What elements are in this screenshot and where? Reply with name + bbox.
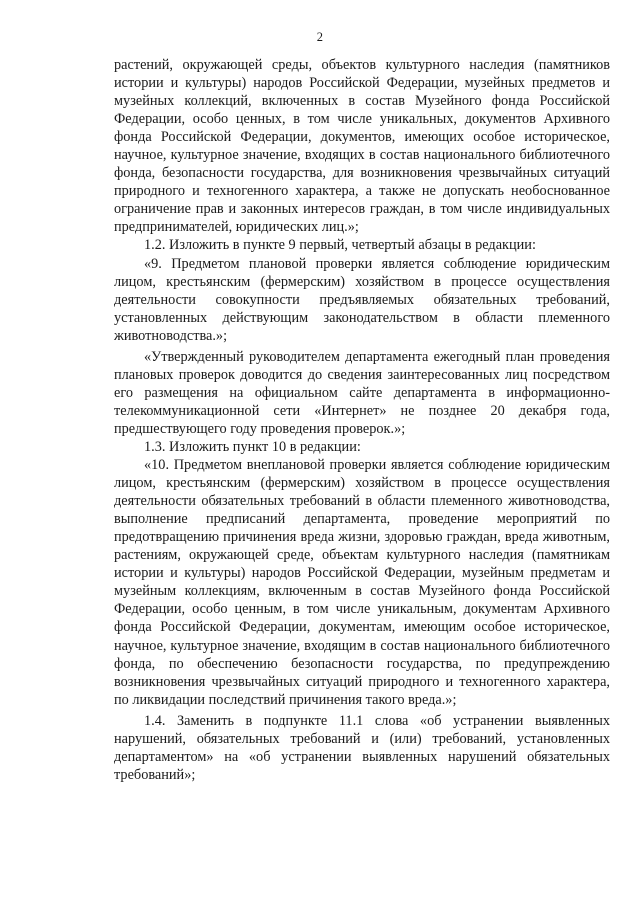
paragraph-item-1-3: 1.3. Изложить пункт 10 в редакции:	[144, 438, 361, 455]
paragraph-item-1-2: 1.2. Изложить в пункте 9 первый, четвертый абзацы в редакции:	[144, 237, 536, 254]
paragraph-intro-continuation: растений, окружающей среды, объектов культурного наследия (памятников истории и культуры) народов Российской Федерации, музейных предметов и музейных коллекций, включенных в состав Музейного фонда Российской Федерации, особо ценных, в том числе уникальных, документов Архивного фонда Российской Федерации, документов, имеющих особое историческое, научное, культурное значение, входящих в состав национального библиотечного фонда, безопасности государства, для возникновения чрезвычайных ситуаций природного и техногенного характера, а также не допускать необоснованное ограничение прав и законных интересов граждан, в том числе индивидуальных предпринимателей, юридических лиц.»;	[114, 57, 610, 236]
document-body	[114, 56, 610, 784]
paragraph-point-9-fourth: «Утвержденный руководителем департамента ежегодный план проведения плановых проверок доводится до сведения заинтересованных лиц посредством его размещения на официальном сайте департамента в информационно-телекоммуникационной сети «Интернет» не позднее 20 декабря года, предшествующего году проведения проверок.»;	[114, 348, 610, 437]
paragraph-point-9-first: «9. Предметом плановой проверки является соблюдение юридическим лицом, крестьянским (фермерским) хозяйством в процессе осуществления деятельности совокупности предъявляемых обязательных требований, установленных действующим законодательством в области племенного животноводства.»;	[114, 255, 610, 344]
paragraph-point-10: «10. Предметом внеплановой проверки является соблюдение юридическим лицом, крестьянским (фермерским) хозяйством в процессе осуществления деятельности обязательных требований в области племенного животноводства, выполнение предписаний департамента, проведение мероприятий по предотвращению причинения вреда жизни, здоровью граждан, вреда животным, растениям, окружающей среде, объектам культурного наследия (памятникам истории и культуры) народов Российской Федерации, музейным предметам и музейным коллекциям, включенным в состав Музейного фонда Российской Федерации, особо ценным, в том числе уникальным, документам Архивного фонда Российской Федерации, документам, имеющим особое историческое, научное, культурное значение, входящим в состав национального библиотечного фонда, по обеспечению безопасности государства, по предупреждению возникновения чрезвычайных ситуаций природного и техногенного характера, по ликвидации последствий причинения такого вреда.»;	[114, 457, 610, 708]
paragraph-item-1-4: 1.4. Заменить в подпункте 11.1 слова «об устранении выявленных нарушений, обязательных требований и (или) требований, установленных департаментом» на «об устранении выявленных нарушений обязательных требований»;	[114, 712, 610, 783]
page-number: 2	[316, 30, 324, 44]
